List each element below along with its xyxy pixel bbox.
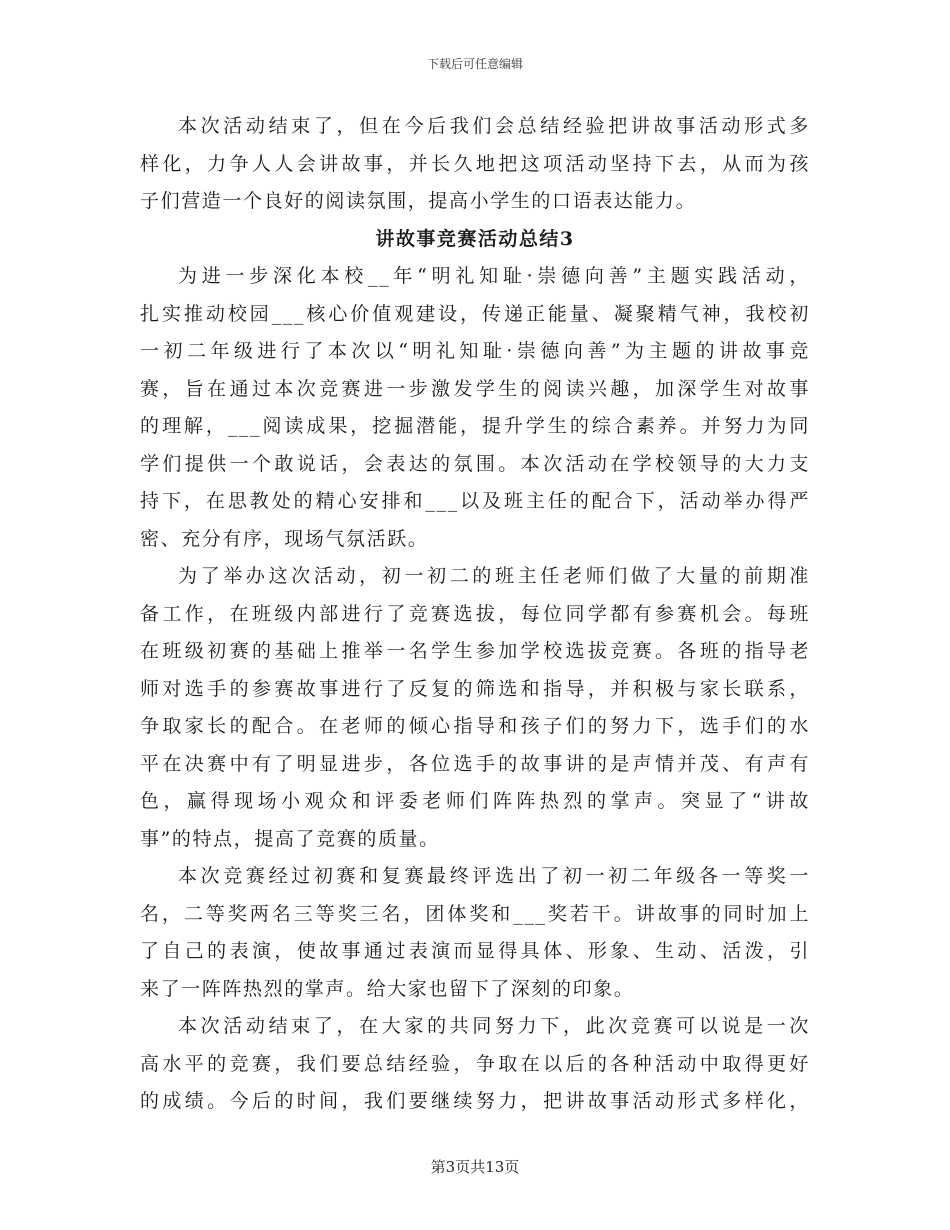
text-line: 赛，旨在通过本次竞赛进一步激发学生的阅读兴趣，加深学生对故事: [140, 377, 810, 400]
text-line: 密、充分有序，现场气氛活跃。: [140, 527, 429, 550]
text-line: 持下，在思教处的精心安排和___以及班主任的配合下，活动举办得严: [140, 490, 810, 512]
text-line: 的理解，___阅读成果，挖掘潜能，提升学生的综合素养。并努力为同: [140, 415, 810, 437]
text-line: 学们提供一个敢说话，会表达的氛围。本次活动在学校领导的大力支: [140, 452, 810, 475]
text-line: 师对选手的参赛故事进行了反复的筛选和指导，并积极与家长联系，: [140, 677, 810, 700]
page-header: 下载后可任意编辑: [426, 57, 523, 71]
text-line: 的成绩。今后的时间，我们要继续努力，把讲故事活动形式多样化，: [140, 1090, 810, 1112]
text-line: 在班级初赛的基础上推举一名学生参加学校选拔竞赛。各班的指导老: [140, 640, 810, 662]
section-title: 讲故事竞赛活动总结3: [375, 227, 575, 250]
text-line: 本次竞赛经过初赛和复赛最终评选出了初一初二年级各一等奖一: [178, 865, 810, 887]
text-line: 名，二等奖两名三等奖三名，团体奖和___奖若干。讲故事的同时加上: [140, 902, 810, 925]
page-footer: 第3页共13页: [430, 1158, 520, 1176]
text-line: 子们营造一个良好的阅读氛围，提高小学生的口语表达能力。: [140, 190, 697, 212]
document-body: [140, 108, 810, 1121]
text-line: 事”的特点，提高了竞赛的质量。: [140, 827, 440, 850]
text-line: 扎实推动校园___核心价值观建设，传递正能量、凝聚精气神，我校初: [140, 302, 810, 325]
text-line: 高水平的竞赛，我们要总结经验，争取在以后的各种活动中取得更好: [140, 1052, 810, 1075]
text-line: 为了举办这次活动，初一初二的班主任老师们做了大量的前期准: [178, 565, 810, 587]
text-line: 本次活动结束了，但在今后我们会总结经验把讲故事活动形式多: [178, 115, 810, 137]
text-line: 来了一阵阵热烈的掌声。给大家也留下了深刻的印象。: [140, 977, 635, 1000]
text-line: 色，赢得现场小观众和评委老师们阵阵热烈的掌声。突显了“讲故: [140, 790, 810, 812]
text-line: 争取家长的配合。在老师的倾心指导和孩子们的努力下，选手们的水: [140, 715, 810, 737]
text-line: 本次活动结束了，在大家的共同努力下，此次竞赛可以说是一次: [178, 1015, 810, 1037]
text-line: 备工作，在班级内部进行了竞赛选拔，每位同学都有参赛机会。每班: [140, 602, 810, 625]
text-line: 了自己的表演，使故事通过表演而显得具体、形象、生动、活泼，引: [140, 940, 810, 962]
text-line: 样化，力争人人会讲故事，并长久地把这项活动坚持下去，从而为孩: [140, 152, 810, 175]
text-line: 平在决赛中有了明显进步，各位选手的故事讲的是声情并茂、有声有: [140, 752, 810, 775]
text-line: 为进一步深化本校__年“明礼知耻·崇德向善”主题实践活动，: [178, 265, 810, 287]
text-line: 一初二年级进行了本次以“明礼知耻·崇德向善”为主题的讲故事竞: [140, 340, 810, 362]
